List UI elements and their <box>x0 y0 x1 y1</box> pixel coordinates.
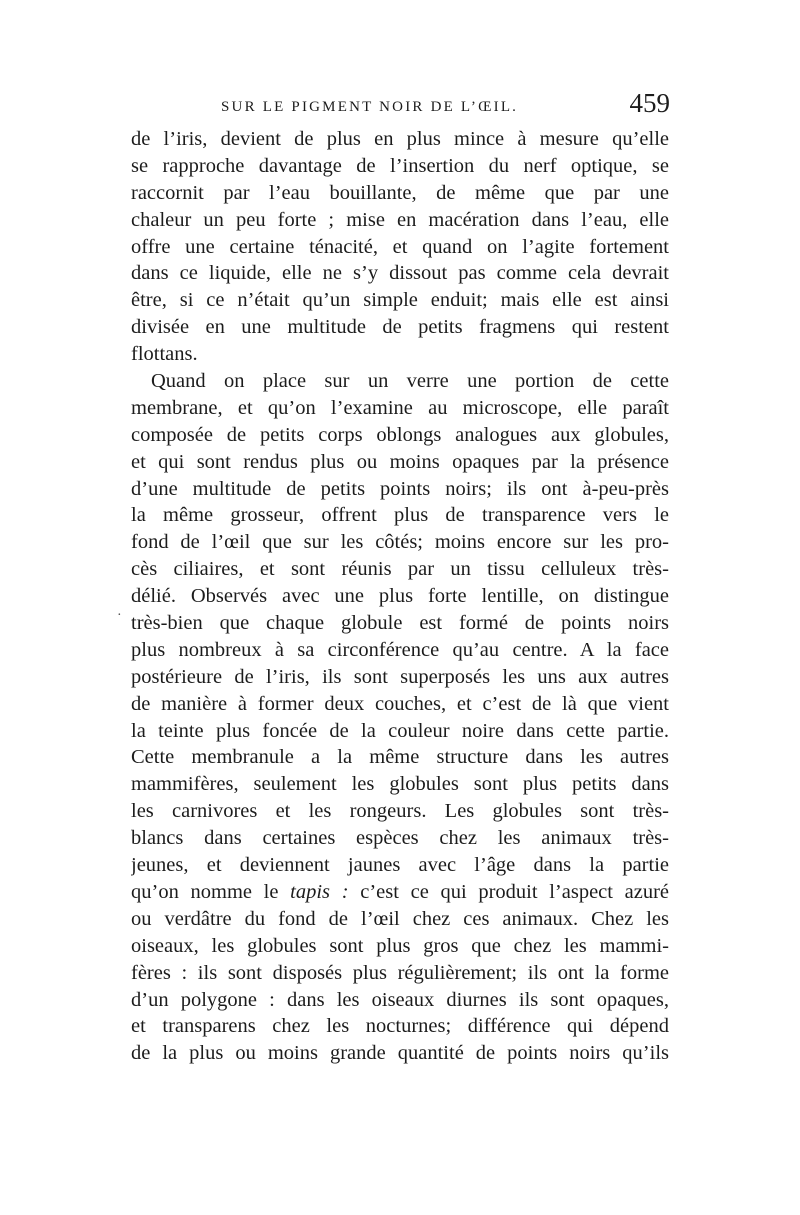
text-line: raccornit par l’eau bouillante, de même que par une <box>131 181 669 204</box>
text-line: se rapproche davantage de l’insertion du nerf optique, se <box>131 154 669 177</box>
text-line: cès ciliaires, et sont réunis par un tissu celluleux très- <box>131 558 669 581</box>
paragraph-1 <box>131 126 669 368</box>
text-line: plus nombreux à sa circonférence qu’au centre. A la face <box>131 638 669 661</box>
margin-mark: · <box>117 608 122 623</box>
text-line: et qui sont rendus plus ou moins opaques par la présence <box>131 450 669 473</box>
text-line: de manière à former deux couches, et c’est de là que vient <box>131 692 669 715</box>
running-title: SUR LE PIGMENT NOIR DE L’ŒIL. <box>221 99 519 115</box>
text-line: la teinte plus foncée de la couleur noire dans cette partie. <box>131 719 669 742</box>
line-segment: qu’on nomme le <box>131 880 279 903</box>
text-line: délié. Observés avec une plus forte lentille, on distingue <box>131 585 669 608</box>
text-line: de la plus ou moins grande quantité de points noirs qu’ils <box>131 1042 669 1065</box>
text-line: mammifères, seulement les globules sont plus petits dans <box>131 773 669 796</box>
text-line: offre une certaine ténacité, et quand on l’agite fortement <box>131 235 669 258</box>
text-line: membrane, et qu’on l’examine au microscope, elle paraît <box>131 396 669 419</box>
text-line: les carnivores et les rongeurs. Les globules sont très- <box>131 800 669 823</box>
paragraph-2 <box>131 368 669 1067</box>
text-line: Cette membranule a la même structure dans les autres <box>131 746 669 769</box>
text-line: postérieure de l’iris, ils sont superposés les uns aux autres <box>131 665 669 688</box>
text-line-with-italic <box>131 879 669 906</box>
text-line: Quand on place sur un verre une portion de cette <box>151 370 669 393</box>
text-line: ou verdâtre du fond de l’œil chez ces animaux. Chez les <box>131 907 669 930</box>
text-line: composée de petits corps oblongs analogues aux globules, <box>131 423 669 446</box>
running-head <box>130 88 670 122</box>
text-line: de l’iris, devient de plus en plus mince à mesure qu’elle <box>131 128 669 150</box>
italic-term: tapis : <box>290 880 349 903</box>
line-segment: c’est ce qui produit l’aspect azuré <box>360 880 669 903</box>
text-line: et transparens chez les nocturnes; différence qui dépend <box>131 1015 669 1038</box>
text-line: fond de l’œil que sur les côtés; moins encore sur les pro- <box>131 531 669 554</box>
text-line: d’un polygone : dans les oiseaux diurnes ils sont opaques, <box>131 988 669 1011</box>
text-line: chaleur un peu forte ; mise en macération dans l’eau, elle <box>131 208 669 231</box>
text-line: flottans. <box>131 343 198 366</box>
text-line: jeunes, et deviennent jaunes avec l’âge dans la partie <box>131 854 669 877</box>
text-line: dans ce liquide, elle ne s’y dissout pas comme cela devrait <box>131 262 669 285</box>
text-line: être, si ce n’était qu’un simple enduit; mais elle est ainsi <box>131 289 669 312</box>
text-line: la même grosseur, offrent plus de transparence vers le <box>131 504 669 527</box>
body-text <box>131 126 669 1067</box>
text-line: d’une multitude de petits points noirs; ils ont à-peu-près <box>131 477 669 500</box>
page-number: 459 <box>629 88 670 118</box>
text-line: oiseaux, les globules sont plus gros que chez les mammi- <box>131 934 669 957</box>
text-line: très-bien que chaque globule est formé de points noirs <box>131 612 669 635</box>
text-line: divisée en une multitude de petits fragmens qui restent <box>131 316 669 339</box>
text-line: fères : ils sont disposés plus régulièrement; ils ont la forme <box>131 961 669 984</box>
text-line: blancs dans certaines espèces chez les animaux très- <box>131 827 669 850</box>
